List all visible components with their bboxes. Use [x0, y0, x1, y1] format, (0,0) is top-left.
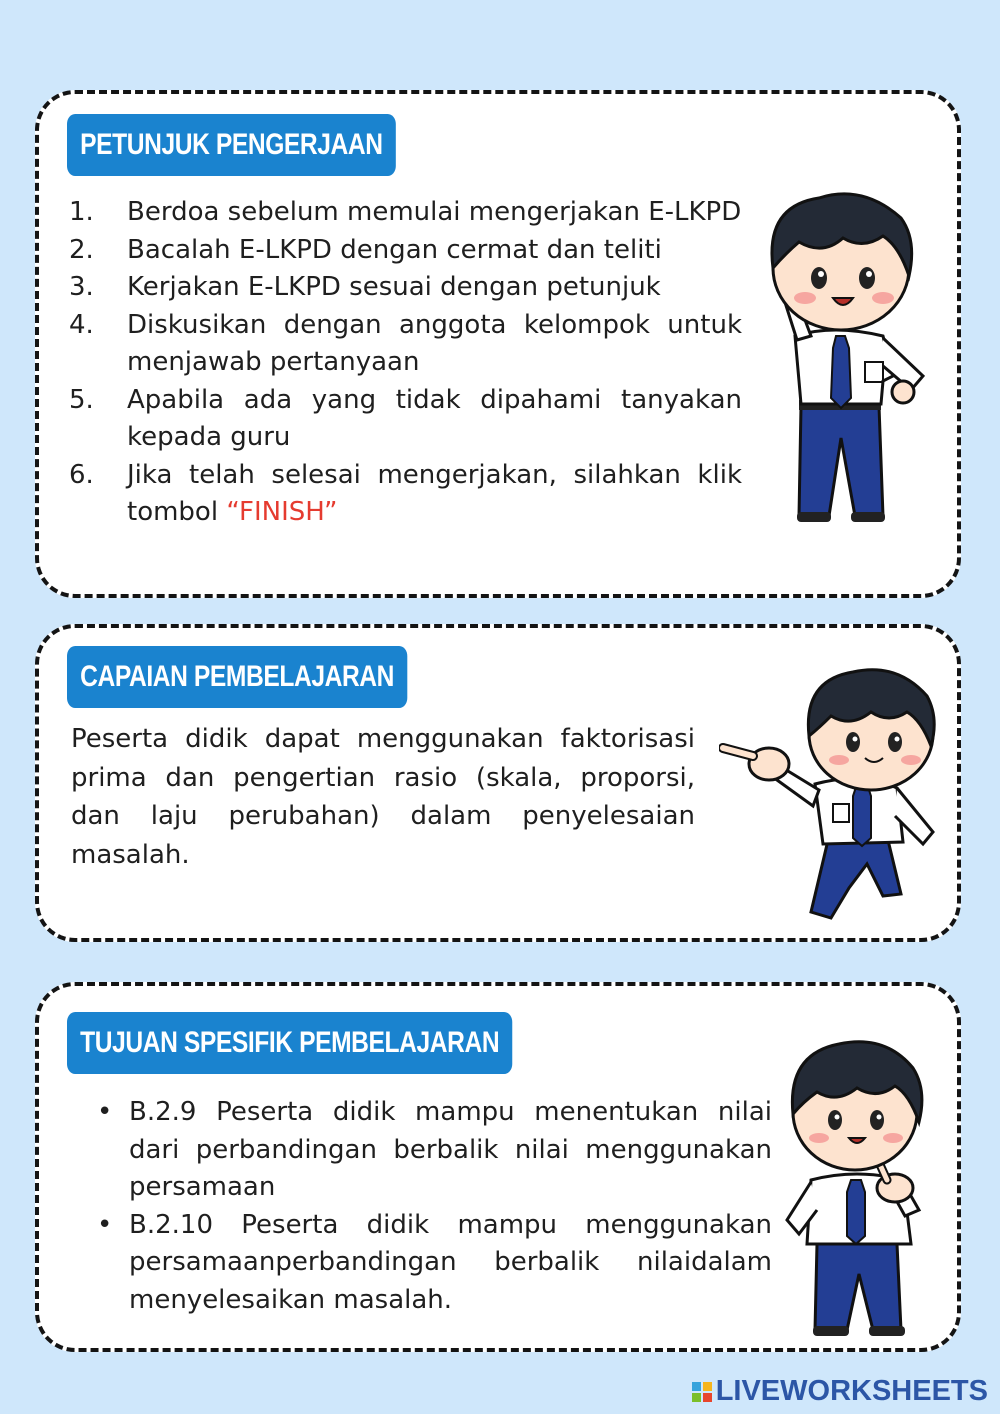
achievement-text: Peserta didik dapat menggunakan faktorisasi prima dan pengertian rasio (skala, proporsi, dan laju perubahan) dalam penyelesaian masalah. [71, 724, 695, 870]
instructions-title: PETUNJUK PENGERJAAN [67, 114, 396, 176]
list-item: • B.2.9 Peserta didik mampu menentukan nilai dari perbandingan berbalik nilai menggunakan persamaan [97, 1097, 772, 1202]
logo-text: LIVEWORKSHEETS [715, 1375, 988, 1407]
objectives-title: TUJUAN SPESIFIK PEMBELAJARAN [67, 1012, 512, 1074]
objectives-list [67, 1094, 772, 1319]
list-item: 4. Diskusikan dengan anggota kelompok untuk menjawab pertanyaan [69, 309, 742, 377]
objectives-list-wrap [67, 1094, 772, 1319]
list-item: 1. Berdoa sebelum memulai mengerjakan E-LKPD [69, 197, 742, 227]
achievement-card [35, 624, 961, 942]
instructions-list-wrap [69, 194, 742, 532]
objectives-card [35, 982, 961, 1352]
instructions-card [35, 90, 961, 598]
list-item: 2. Bacalah E-LKPD dengan cermat dan teliti [69, 234, 662, 265]
instructions-list [69, 194, 742, 532]
student-thinking-illustration [767, 1030, 947, 1350]
list-item: • B.2.10 Peserta didik mampu menggunakan persamaanperbandingan berbalik nilaidalam menyelesaikan masalah. [97, 1209, 772, 1315]
liveworksheets-logo [692, 1375, 988, 1408]
student-pointing-left-illustration [719, 656, 949, 926]
list-item: 5. Apabila ada yang tidak dipahami tanyakan kepada guru [69, 384, 742, 452]
finish-highlight: “FINISH” [226, 497, 338, 527]
list-item: 6. Jika telah selesai mengerjakan, silahkan klik tombol “FINISH” [69, 459, 742, 527]
list-item: 3. Kerjakan E-LKPD sesuai dengan petunjuk [69, 272, 661, 302]
student-pointing-up-illustration [733, 176, 943, 526]
liveworksheets-logo-icon [692, 1382, 712, 1402]
achievement-title: CAPAIAN PEMBELAJARAN [67, 646, 407, 708]
